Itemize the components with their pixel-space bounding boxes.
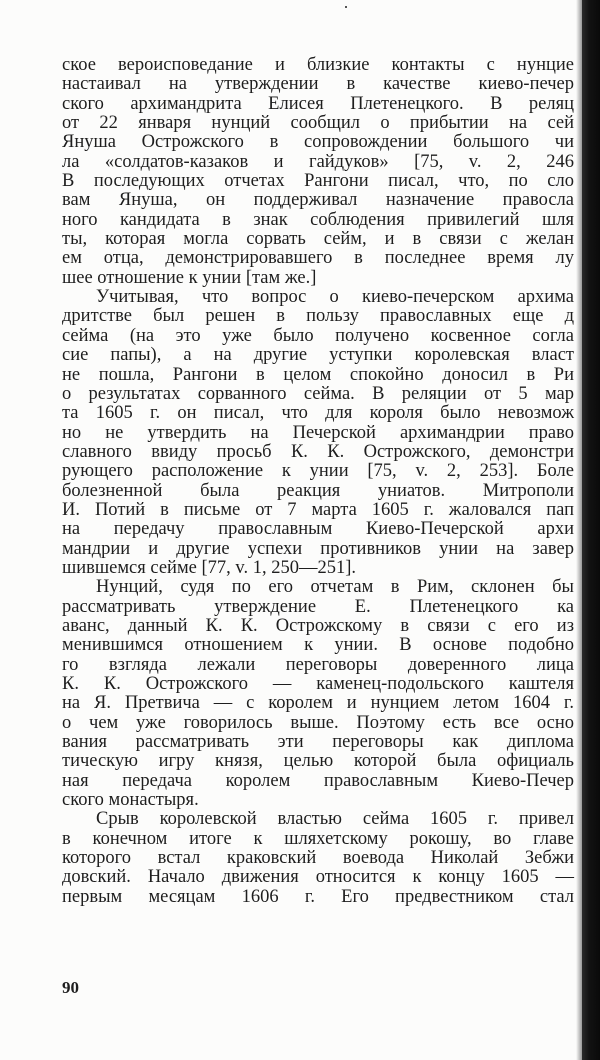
text-line: в конечном итоге к шляхетскому рокошу, во главе xyxy=(62,828,574,849)
body-text xyxy=(62,56,574,907)
text-line: сие папы), а на другие уступки королевская власт xyxy=(62,345,574,366)
text-line: ское вероисповедание и близкие контакты с нунцие xyxy=(62,55,574,75)
text-line: но не утвердить на Печерской архимандрии право xyxy=(62,422,574,443)
text-line: не пошла, Рангони в целом спокойно доносил в Ри xyxy=(62,364,574,385)
text-line: ты, которая могла сорвать сейм, и в связи с желан xyxy=(62,229,574,250)
text-line: Нунций, судя по его отчетам в Рим, склонен бы xyxy=(96,577,574,598)
text-line: на Я. Претвича — с королем и нунцием летом 1604 г. xyxy=(62,693,574,714)
text-line: вам Януша, он поддерживал назначение правосла xyxy=(62,190,574,211)
text-line: настаивал на утверждении в качестве киево-печер xyxy=(62,74,574,95)
text-line: которого встал краковский воевода Николай Зебжи xyxy=(62,848,574,869)
text-line: ем отца, демонстрировавшего в последнее время лу xyxy=(62,248,574,269)
text-line: ского архимандрита Елисея Плетенецкого. В реляц xyxy=(62,93,574,114)
text-line: Януша Острожского в сопровождении большого чи xyxy=(62,132,574,153)
text-line: мандрии и другие успехи противников унии на завер xyxy=(62,538,574,559)
text-line: довский. Начало движения относится к концу 1605 — xyxy=(62,867,574,888)
text-line: Срыв королевской властью сейма 1605 г. привел xyxy=(96,809,574,830)
text-line: дритстве был решен в пользу православных еще д xyxy=(62,306,574,327)
text-line: К. К. Острожского — каменец-подольского каштеля xyxy=(62,674,574,694)
text-line: аванс, данный К. К. Острожскому в связи с его из xyxy=(62,615,574,636)
text-line: о чем уже говорилось выше. Поэтому есть все осно xyxy=(62,712,574,733)
text-line: рующего расположение к унии [75, v. 2, 253]. Боле xyxy=(62,461,574,482)
text-line: тическую игру князя, целью которой была официаль xyxy=(62,751,574,772)
text-line: шившемся сейме [77, v. 1, 250—251]. xyxy=(62,557,356,578)
text-line: И. Потий в письме от 7 марта 1605 г. жаловался пап xyxy=(62,499,574,520)
text-line: шее отношение к унии [там же.] xyxy=(62,267,317,288)
text-line: о результатах сорванного сейма. В реляции от 5 мар xyxy=(62,383,574,404)
text-line: первым месяцам 1606 г. Его предвестником стал xyxy=(62,886,574,907)
text-line: сейма (на это уже было получено косвенное согла xyxy=(62,325,574,346)
text-line: ла «солдатов-казаков и гайдуков» [75, v. 2, 246 xyxy=(62,151,574,172)
text-line: болезненной была реакция униатов. Митрополи xyxy=(62,480,574,501)
text-line: рассматривать утверждение Е. Плетенецкого ка xyxy=(62,596,574,617)
text-line: от 22 января нунций сообщил о прибытии на сей xyxy=(62,113,574,134)
text-line: на передачу православным Киево-Печерской архи xyxy=(62,519,574,540)
text-line: Учитывая, что вопрос о киево-печерском архима xyxy=(96,287,574,308)
text-line: В последующих отчетах Рангони писал, что, по сло xyxy=(62,171,574,192)
text-line: ского монастыря. xyxy=(62,790,199,811)
text-line: го взгляда лежали переговоры доверенного лица xyxy=(62,654,574,675)
page-number: 90 xyxy=(62,978,79,997)
text-line: менившимся отношением к унии. В основе подобно xyxy=(62,635,574,656)
text-line: ного кандидата в знак соблюдения привилегий шля xyxy=(62,209,574,230)
scan-speck xyxy=(345,6,347,8)
text-line: ная передача королем православным Киево-Печер xyxy=(62,770,574,791)
text-line: славного ввиду просьб К. К. Острожского, демонстри xyxy=(62,441,574,462)
text-line: вания рассматривать эти переговоры как диплома xyxy=(62,732,574,753)
text-line: та 1605 г. он писал, что для короля было невозмож xyxy=(62,403,574,424)
binding-edge xyxy=(582,0,600,1060)
